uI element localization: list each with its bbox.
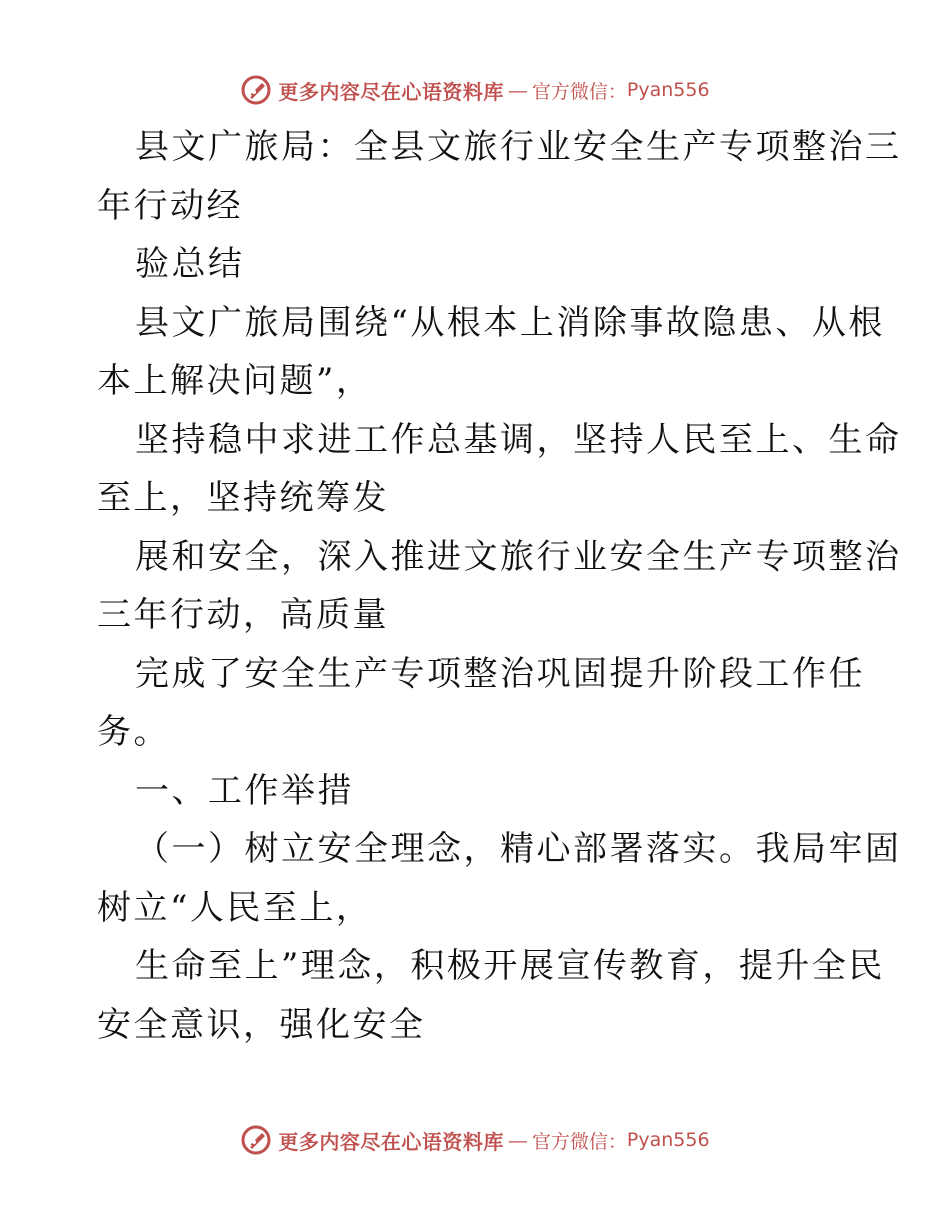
header-banner: [0, 70, 950, 110]
text-line: 安全意识，强化安全: [97, 1004, 426, 1045]
text-line: 本上解决问题”，: [97, 361, 373, 401]
text-line: 展和安全，深入推进文旅行业安全生产专项整治: [135, 536, 902, 577]
text-line: 坚持稳中求进工作总基调，坚持人民至上、生命: [135, 419, 902, 460]
text-line: 县文广旅局围绕“从根本上消除事故隐患、从根: [135, 302, 885, 343]
text-line: 年行动经: [97, 185, 243, 226]
banner-label: 官方微信：: [531, 1130, 627, 1153]
text-line: 树立“人民至上，: [97, 887, 373, 928]
quill-logo-icon: [240, 74, 272, 106]
quill-logo-icon: [240, 1124, 272, 1156]
banner-dash: —: [507, 78, 528, 102]
text-line: 生命至上”理念，积极开展宣传教育，提升全民: [135, 946, 885, 986]
banner-wechat-id: Pyan556: [626, 79, 710, 101]
text-line: 验总结: [135, 244, 245, 284]
text-line: （一）树立安全理念，精心部署落实。我局牢固: [135, 829, 902, 869]
text-line: 完成了安全生产专项整治巩固提升阶段工作任: [135, 653, 865, 694]
text-line: 务。: [97, 712, 170, 752]
banner-slogan: 更多内容尽在心语资料库: [278, 1129, 504, 1154]
banner-label: 官方微信：: [531, 80, 627, 103]
banner-dash: —: [507, 1128, 528, 1152]
banner-slogan: 更多内容尽在心语资料库: [278, 79, 504, 104]
text-line: 县文广旅局：全县文旅行业安全生产专项整治三: [135, 127, 902, 167]
banner-wechat-id: Pyan556: [626, 1129, 710, 1151]
document-body: [97, 118, 902, 1054]
footer-banner: [0, 1120, 950, 1160]
text-line: 一、工作举措: [135, 770, 354, 811]
text-line: 三年行动，高质量: [97, 595, 389, 635]
text-line: 至上，坚持统筹发: [97, 478, 389, 518]
